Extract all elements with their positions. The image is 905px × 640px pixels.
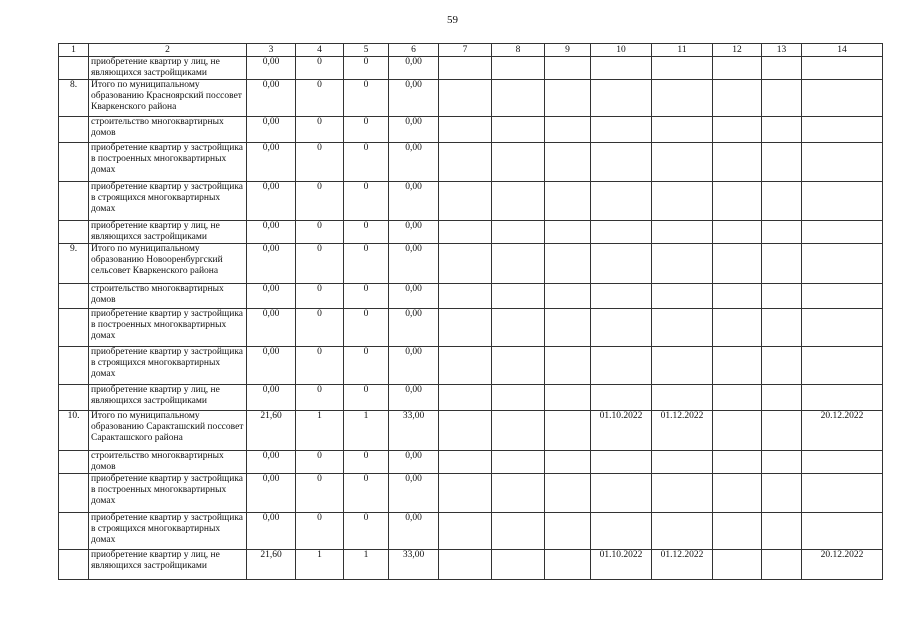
row-number xyxy=(59,513,89,550)
value-cell: 0 xyxy=(296,182,344,221)
date-cell xyxy=(802,244,883,284)
value-cell: 0,00 xyxy=(389,117,439,143)
value-cell xyxy=(713,411,762,451)
value-cell xyxy=(545,385,591,411)
value-cell xyxy=(762,347,802,385)
value-cell xyxy=(492,117,545,143)
row-number xyxy=(59,57,89,80)
value-cell xyxy=(492,80,545,117)
row-label: приобретение квартир у лиц, не являющихся застройщиками xyxy=(89,550,247,580)
date-cell xyxy=(652,385,713,411)
table-row xyxy=(59,309,883,347)
row-label: приобретение квартир у лиц, не являющихся застройщиками xyxy=(89,57,247,80)
value-cell: 0,00 xyxy=(247,513,296,550)
value-cell: 0 xyxy=(296,309,344,347)
value-cell: 0 xyxy=(344,513,389,550)
row-label: приобретение квартир у застройщика в построенных многоквартирных домах xyxy=(89,143,247,182)
value-cell: 0,00 xyxy=(247,309,296,347)
table-row xyxy=(59,550,883,580)
date-cell xyxy=(591,284,652,309)
date-cell xyxy=(591,385,652,411)
value-cell xyxy=(492,385,545,411)
value-cell xyxy=(545,550,591,580)
value-cell xyxy=(439,474,492,513)
row-number xyxy=(59,385,89,411)
value-cell xyxy=(713,182,762,221)
value-cell: 0 xyxy=(296,80,344,117)
value-cell: 0,00 xyxy=(389,284,439,309)
value-cell xyxy=(439,411,492,451)
row-number xyxy=(59,550,89,580)
row-number xyxy=(59,221,89,244)
value-cell: 33,00 xyxy=(389,550,439,580)
date-cell xyxy=(652,347,713,385)
row-label: Итого по муниципальному образованию Красноярский поссовет Кваркенского района xyxy=(89,80,247,117)
value-cell xyxy=(439,347,492,385)
date-cell xyxy=(802,80,883,117)
date-cell xyxy=(652,244,713,284)
header-cell: 2 xyxy=(89,44,247,57)
table-row xyxy=(59,221,883,244)
value-cell: 0 xyxy=(296,385,344,411)
header-cell: 14 xyxy=(802,44,883,57)
date-cell xyxy=(802,143,883,182)
header-cell: 13 xyxy=(762,44,802,57)
value-cell: 0 xyxy=(296,474,344,513)
date-cell xyxy=(802,513,883,550)
value-cell xyxy=(713,221,762,244)
value-cell xyxy=(492,57,545,80)
date-cell xyxy=(652,143,713,182)
value-cell: 0,00 xyxy=(247,385,296,411)
table-row xyxy=(59,451,883,474)
value-cell: 0 xyxy=(344,347,389,385)
value-cell: 0 xyxy=(344,221,389,244)
value-cell xyxy=(713,550,762,580)
value-cell xyxy=(439,284,492,309)
value-cell xyxy=(762,284,802,309)
table-row xyxy=(59,284,883,309)
row-label: строительство многоквартирных домов xyxy=(89,451,247,474)
value-cell: 0,00 xyxy=(247,182,296,221)
row-label: приобретение квартир у застройщика в строящихся многоквартирных домах xyxy=(89,513,247,550)
value-cell xyxy=(492,347,545,385)
value-cell xyxy=(492,221,545,244)
value-cell: 0,00 xyxy=(247,221,296,244)
value-cell: 0 xyxy=(296,451,344,474)
value-cell xyxy=(713,451,762,474)
value-cell xyxy=(439,143,492,182)
value-cell: 0 xyxy=(344,57,389,80)
value-cell: 0,00 xyxy=(389,244,439,284)
value-cell xyxy=(545,474,591,513)
header-cell: 8 xyxy=(492,44,545,57)
date-cell: 01.10.2022 xyxy=(591,411,652,451)
value-cell: 0,00 xyxy=(247,347,296,385)
date-cell xyxy=(591,474,652,513)
date-cell: 01.12.2022 xyxy=(652,411,713,451)
header-cell: 10 xyxy=(591,44,652,57)
value-cell xyxy=(713,117,762,143)
row-label: приобретение квартир у застройщика в строящихся многоквартирных домах xyxy=(89,347,247,385)
value-cell xyxy=(439,451,492,474)
table-row xyxy=(59,244,883,284)
header-row xyxy=(59,44,883,57)
row-number: 8. xyxy=(59,80,89,117)
row-label: приобретение квартир у застройщика в построенных многоквартирных домах xyxy=(89,309,247,347)
value-cell xyxy=(492,244,545,284)
date-cell: 20.12.2022 xyxy=(802,411,883,451)
value-cell xyxy=(713,513,762,550)
value-cell: 0 xyxy=(296,57,344,80)
value-cell: 21,60 xyxy=(247,411,296,451)
header-cell: 6 xyxy=(389,44,439,57)
value-cell: 0,00 xyxy=(247,244,296,284)
date-cell xyxy=(652,451,713,474)
date-cell xyxy=(802,451,883,474)
value-cell: 0 xyxy=(296,221,344,244)
date-cell xyxy=(591,451,652,474)
value-cell xyxy=(713,244,762,284)
header-cell: 1 xyxy=(59,44,89,57)
row-number xyxy=(59,182,89,221)
row-label: строительство многоквартирных домов xyxy=(89,284,247,309)
date-cell xyxy=(802,284,883,309)
date-cell xyxy=(802,474,883,513)
value-cell: 0 xyxy=(344,284,389,309)
date-cell xyxy=(802,182,883,221)
value-cell xyxy=(439,80,492,117)
value-cell xyxy=(492,451,545,474)
date-cell xyxy=(652,221,713,244)
row-label: Итого по муниципальному образованию Новооренбургский сельсовет Кваркенского района xyxy=(89,244,247,284)
row-label: приобретение квартир у застройщика в построенных многоквартирных домах xyxy=(89,474,247,513)
table-row xyxy=(59,513,883,550)
date-cell xyxy=(802,347,883,385)
value-cell xyxy=(762,474,802,513)
value-cell: 0 xyxy=(344,80,389,117)
value-cell xyxy=(545,411,591,451)
date-cell xyxy=(652,57,713,80)
value-cell: 0,00 xyxy=(247,143,296,182)
row-number: 10. xyxy=(59,411,89,451)
header-cell: 9 xyxy=(545,44,591,57)
date-cell xyxy=(591,117,652,143)
value-cell: 0 xyxy=(344,182,389,221)
value-cell: 0 xyxy=(344,451,389,474)
data-table xyxy=(58,43,883,580)
value-cell: 1 xyxy=(344,550,389,580)
value-cell: 1 xyxy=(344,411,389,451)
value-cell xyxy=(545,182,591,221)
value-cell xyxy=(762,385,802,411)
value-cell xyxy=(439,309,492,347)
value-cell xyxy=(713,309,762,347)
header-cell: 5 xyxy=(344,44,389,57)
date-cell xyxy=(802,57,883,80)
value-cell xyxy=(545,117,591,143)
header-cell: 11 xyxy=(652,44,713,57)
value-cell: 0,00 xyxy=(389,385,439,411)
value-cell xyxy=(545,80,591,117)
value-cell xyxy=(713,80,762,117)
value-cell xyxy=(762,182,802,221)
value-cell xyxy=(762,80,802,117)
value-cell xyxy=(762,221,802,244)
date-cell xyxy=(591,143,652,182)
row-label: приобретение квартир у лиц, не являющихся застройщиками xyxy=(89,385,247,411)
value-cell xyxy=(492,513,545,550)
date-cell xyxy=(652,80,713,117)
date-cell xyxy=(802,385,883,411)
table-row xyxy=(59,182,883,221)
value-cell: 33,00 xyxy=(389,411,439,451)
table-row xyxy=(59,57,883,80)
value-cell xyxy=(545,284,591,309)
table-row xyxy=(59,411,883,451)
date-cell xyxy=(652,117,713,143)
value-cell: 0,00 xyxy=(389,451,439,474)
date-cell xyxy=(802,117,883,143)
row-label: приобретение квартир у застройщика в строящихся многоквартирных домах xyxy=(89,182,247,221)
date-cell xyxy=(652,182,713,221)
value-cell: 0 xyxy=(344,244,389,284)
value-cell xyxy=(762,451,802,474)
value-cell: 0,00 xyxy=(389,57,439,80)
date-cell: 01.10.2022 xyxy=(591,550,652,580)
value-cell xyxy=(439,513,492,550)
row-number xyxy=(59,284,89,309)
value-cell: 0 xyxy=(296,143,344,182)
row-number xyxy=(59,347,89,385)
date-cell xyxy=(802,221,883,244)
value-cell xyxy=(439,244,492,284)
value-cell xyxy=(545,513,591,550)
row-label: приобретение квартир у лиц, не являющихся застройщиками xyxy=(89,221,247,244)
value-cell xyxy=(762,550,802,580)
header-cell: 4 xyxy=(296,44,344,57)
date-cell xyxy=(652,284,713,309)
value-cell xyxy=(713,385,762,411)
table-row xyxy=(59,385,883,411)
value-cell xyxy=(545,309,591,347)
table-row xyxy=(59,474,883,513)
table-row xyxy=(59,117,883,143)
value-cell xyxy=(439,117,492,143)
value-cell xyxy=(492,309,545,347)
table-row xyxy=(59,143,883,182)
value-cell xyxy=(439,221,492,244)
value-cell xyxy=(545,221,591,244)
value-cell xyxy=(713,347,762,385)
date-cell: 01.12.2022 xyxy=(652,550,713,580)
value-cell: 0,00 xyxy=(389,182,439,221)
value-cell: 0,00 xyxy=(247,57,296,80)
header-cell: 12 xyxy=(713,44,762,57)
value-cell xyxy=(762,117,802,143)
value-cell xyxy=(492,182,545,221)
row-number xyxy=(59,451,89,474)
value-cell xyxy=(762,411,802,451)
value-cell: 0,00 xyxy=(389,80,439,117)
date-cell xyxy=(591,182,652,221)
header-cell: 7 xyxy=(439,44,492,57)
value-cell xyxy=(492,143,545,182)
table-row xyxy=(59,347,883,385)
date-cell xyxy=(652,474,713,513)
value-cell: 0,00 xyxy=(389,221,439,244)
value-cell: 0,00 xyxy=(247,474,296,513)
value-cell: 0,00 xyxy=(247,284,296,309)
value-cell: 0,00 xyxy=(389,143,439,182)
row-number xyxy=(59,117,89,143)
date-cell xyxy=(591,347,652,385)
row-label: Итого по муниципальному образованию Саракташский поссовет Саракташского района xyxy=(89,411,247,451)
value-cell: 21,60 xyxy=(247,550,296,580)
header-cell: 3 xyxy=(247,44,296,57)
value-cell: 1 xyxy=(296,550,344,580)
value-cell xyxy=(492,411,545,451)
value-cell xyxy=(439,550,492,580)
value-cell: 0,00 xyxy=(247,117,296,143)
row-number xyxy=(59,143,89,182)
date-cell xyxy=(652,513,713,550)
row-number xyxy=(59,474,89,513)
value-cell: 0 xyxy=(296,347,344,385)
value-cell xyxy=(439,182,492,221)
value-cell xyxy=(545,143,591,182)
value-cell xyxy=(762,143,802,182)
value-cell: 1 xyxy=(296,411,344,451)
value-cell: 0 xyxy=(296,244,344,284)
value-cell: 0 xyxy=(296,284,344,309)
value-cell xyxy=(762,513,802,550)
value-cell: 0 xyxy=(296,117,344,143)
value-cell xyxy=(713,474,762,513)
value-cell: 0,00 xyxy=(247,451,296,474)
value-cell xyxy=(545,451,591,474)
value-cell xyxy=(762,244,802,284)
value-cell: 0,00 xyxy=(389,347,439,385)
row-number: 9. xyxy=(59,244,89,284)
row-label: строительство многоквартирных домов xyxy=(89,117,247,143)
value-cell xyxy=(762,309,802,347)
row-number xyxy=(59,309,89,347)
value-cell xyxy=(762,57,802,80)
date-cell xyxy=(591,513,652,550)
value-cell xyxy=(713,57,762,80)
value-cell: 0 xyxy=(344,143,389,182)
table-row xyxy=(59,80,883,117)
page-number: 59 xyxy=(447,14,458,26)
value-cell xyxy=(713,143,762,182)
date-cell xyxy=(591,244,652,284)
value-cell: 0 xyxy=(296,513,344,550)
value-cell xyxy=(492,284,545,309)
value-cell xyxy=(545,244,591,284)
date-cell xyxy=(591,221,652,244)
date-cell xyxy=(591,309,652,347)
value-cell: 0,00 xyxy=(389,474,439,513)
value-cell xyxy=(439,385,492,411)
value-cell: 0 xyxy=(344,385,389,411)
value-cell xyxy=(439,57,492,80)
date-cell xyxy=(802,309,883,347)
value-cell xyxy=(492,474,545,513)
date-cell xyxy=(591,80,652,117)
value-cell xyxy=(545,57,591,80)
value-cell: 0,00 xyxy=(389,513,439,550)
date-cell xyxy=(652,309,713,347)
value-cell xyxy=(713,284,762,309)
value-cell: 0 xyxy=(344,474,389,513)
date-cell xyxy=(591,57,652,80)
value-cell: 0 xyxy=(344,117,389,143)
value-cell: 0 xyxy=(344,309,389,347)
value-cell: 0,00 xyxy=(247,80,296,117)
value-cell xyxy=(545,347,591,385)
value-cell: 0,00 xyxy=(389,309,439,347)
table-body xyxy=(59,57,883,580)
date-cell: 20.12.2022 xyxy=(802,550,883,580)
value-cell xyxy=(492,550,545,580)
